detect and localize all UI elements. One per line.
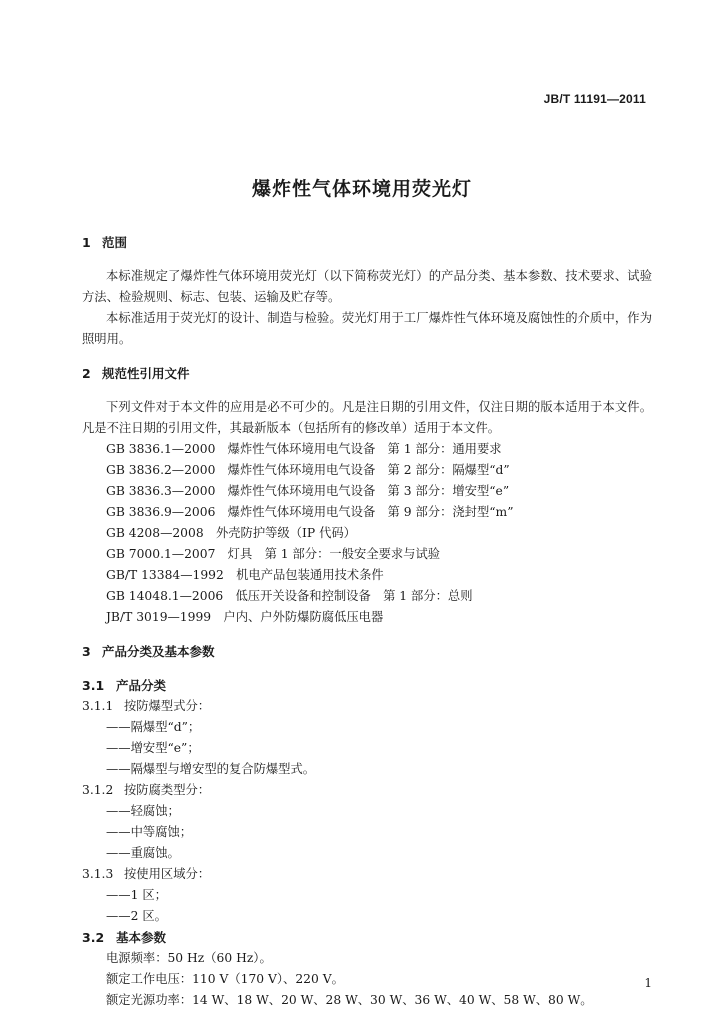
section-number: 3 xyxy=(82,644,91,659)
clause-3-1-1 xyxy=(82,696,652,717)
list-item: ——隔爆型“d”； xyxy=(106,720,201,734)
list-item: ——中等腐蚀； xyxy=(106,825,193,839)
clause-number: 3.1.1 xyxy=(82,699,114,713)
document-code: JB/T 11191—2011 xyxy=(543,92,646,106)
document-title: 爆炸性气体环境用荧光灯 xyxy=(251,178,472,200)
paragraph: 本标准适用于荧光灯的设计、制造与检验。荧光灯用于工厂爆炸性气体环境及腐蚀性的介质中，作为照明用。 xyxy=(82,311,652,346)
clause-3-1-3 xyxy=(82,864,652,885)
section-number: 1 xyxy=(82,235,91,250)
clause-number: 3.1.2 xyxy=(82,783,114,797)
subsection-3-2-heading xyxy=(82,927,652,948)
list-item: ——增安型“e”； xyxy=(106,741,200,755)
subsection-title: 产品分类 xyxy=(116,678,167,693)
paragraph: 下列文件对于本文件的应用是必不可少的。凡是注日期的引用文件，仅注日期的版本适用于本文件。凡是不注日期的引用文件，其最新版本（包括所有的修改单）适用于本文件。 xyxy=(82,400,652,435)
list-item: ——1 区； xyxy=(106,888,167,902)
subsection-number: 3.2 xyxy=(82,930,105,945)
page-number: 1 xyxy=(644,976,652,990)
subsection-3-1-heading xyxy=(82,675,652,696)
list-item: ——重腐蚀。 xyxy=(106,846,180,860)
reference-item: GB/T 13384—1992 机电产品包装通用技术条件 xyxy=(106,568,384,582)
section-title: 范围 xyxy=(102,235,128,250)
reference-item: JB/T 3019—1999 户内、户外防爆防腐低压电器 xyxy=(106,610,384,624)
parameter-line: 额定光源功率：14 W、18 W、20 W、28 W、30 W、36 W、40 W、58 W、80 W。 xyxy=(106,993,593,1007)
subsection-title: 基本参数 xyxy=(116,930,167,945)
reference-item: GB 14048.1—2006 低压开关设备和控制设备 第 1 部分：总则 xyxy=(106,589,473,603)
section-2-heading xyxy=(82,363,652,384)
section-3-heading xyxy=(82,641,652,662)
section-title: 产品分类及基本参数 xyxy=(102,644,215,659)
reference-item: GB 3836.9—2006 爆炸性气体环境用电气设备 第 9 部分：浇封型“m” xyxy=(106,505,514,519)
clause-text: 按使用区域分： xyxy=(124,867,211,881)
section-number: 2 xyxy=(82,366,91,381)
clause-number: 3.1.3 xyxy=(82,867,114,881)
reference-item: GB 7000.1—2007 灯具 第 1 部分：一般安全要求与试验 xyxy=(106,547,441,561)
list-item: ——隔爆型与增安型的复合防爆型式。 xyxy=(106,762,316,776)
document-body xyxy=(82,232,652,1011)
clause-text: 按防爆型式分： xyxy=(124,699,211,713)
list-item: ——2 区。 xyxy=(106,909,167,923)
subsection-number: 3.1 xyxy=(82,678,105,693)
list-item: ——轻腐蚀； xyxy=(106,804,180,818)
reference-item: GB 4208—2008 外壳防护等级（IP 代码） xyxy=(106,526,356,540)
reference-item: GB 3836.2—2000 爆炸性气体环境用电气设备 第 2 部分：隔爆型“d” xyxy=(106,463,510,477)
reference-item: GB 3836.1—2000 爆炸性气体环境用电气设备 第 1 部分：通用要求 xyxy=(106,442,502,456)
clause-3-1-2 xyxy=(82,780,652,801)
section-title: 规范性引用文件 xyxy=(102,366,190,381)
section-1-heading xyxy=(82,232,652,253)
parameter-line: 额定工作电压：110 V（170 V）、220 V。 xyxy=(106,972,344,986)
paragraph: 本标准规定了爆炸性气体环境用荧光灯（以下简称荧光灯）的产品分类、基本参数、技术要求、试验方法、检验规则、标志、包装、运输及贮存等。 xyxy=(82,269,652,304)
reference-item: GB 3836.3—2000 爆炸性气体环境用电气设备 第 3 部分：增安型“e” xyxy=(106,484,510,498)
parameter-line: 电源频率：50 Hz（60 Hz）。 xyxy=(106,951,272,965)
clause-text: 按防腐类型分： xyxy=(124,783,211,797)
